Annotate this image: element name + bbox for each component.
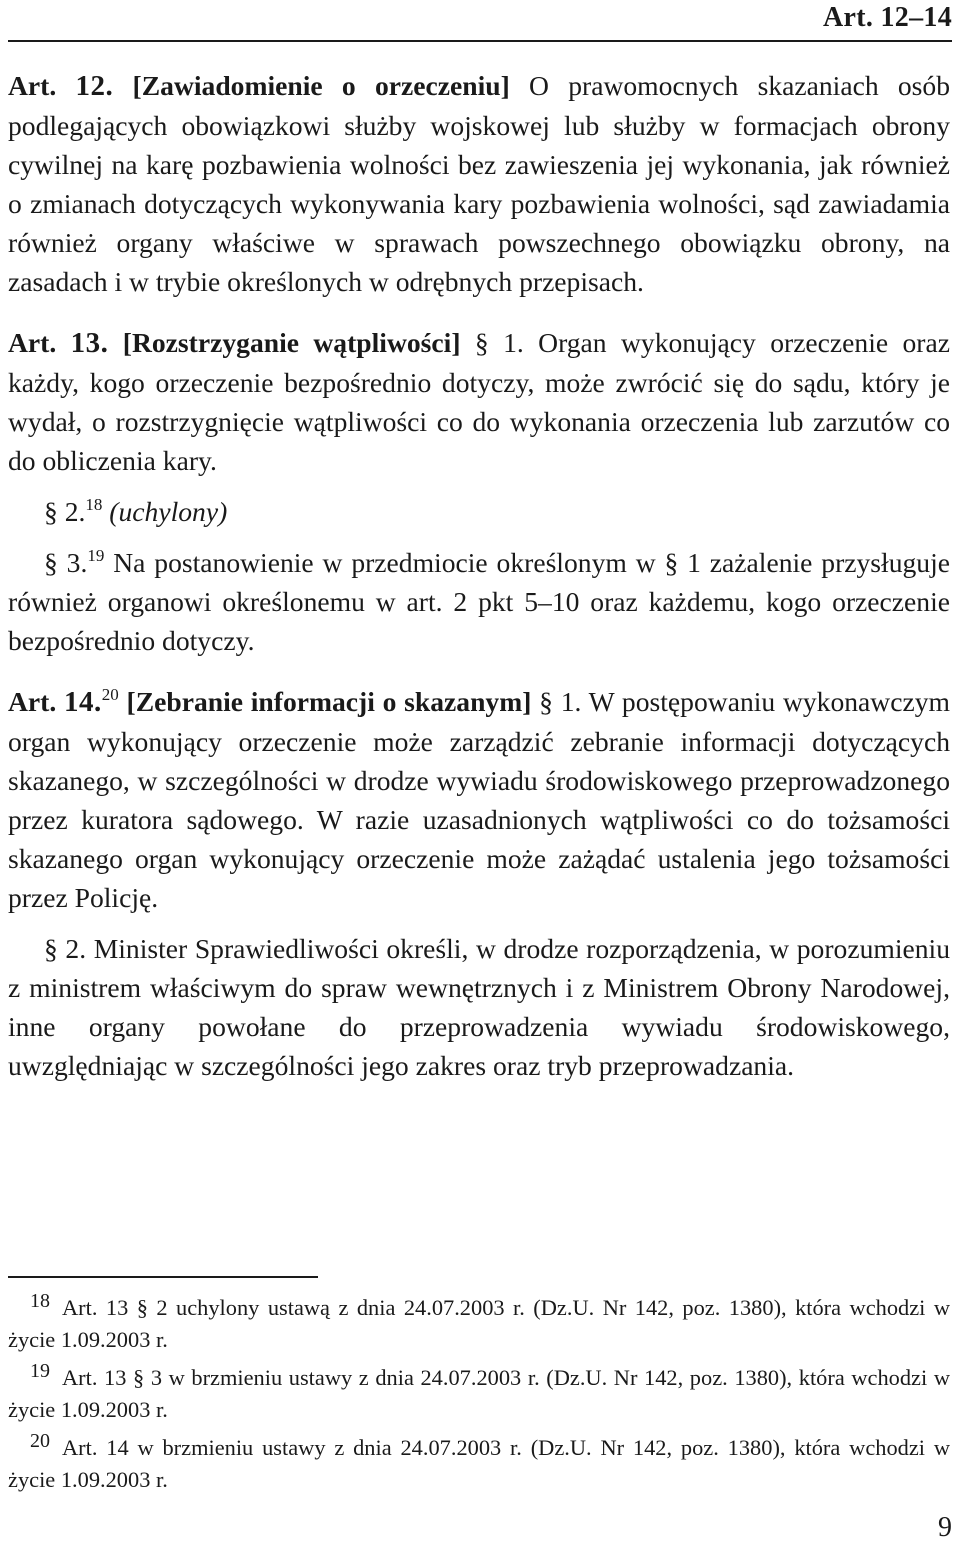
article-13-section-2 [8, 492, 950, 531]
footnote-text: Art. 14 w brzmieniu ustawy z dnia 24.07.2003 r. (Dz.U. Nr 142, poz. 1380), która wchodzi w życie 1.09.2003 r. [8, 1435, 950, 1492]
article-13-section-3-text: Na postanowienie w przedmiocie określonym w § 1 zażalenie przysługuje również organowi określonemu w art. 2 pkt 5–10 oraz każdemu, kogo orzeczenie bezpośrednio dotyczy. [8, 547, 951, 656]
article-14-number: Art. 14. [8, 686, 102, 718]
article-13-section-3 [8, 543, 950, 660]
article-12-number: Art. 12. [8, 70, 114, 102]
section-marker: § 1. [474, 327, 524, 358]
article-12 [8, 66, 950, 301]
footnote-19: 19 Art. 13 § 3 w brzmieniu ustawy z dnia 24.07.2003 r. (Dz.U. Nr 142, poz. 1380), która wchodzi w życie 1.09.2003 r. [8, 1360, 950, 1422]
section-marker: § 1. [539, 686, 582, 717]
article-14-title: [Zebranie informacji o skazanym] [126, 686, 532, 717]
section-marker: § 2. [44, 496, 86, 527]
article-12-title: [Zawiadomienie o orzeczeniu] [132, 70, 510, 101]
footnote-20: 20 Art. 14 w brzmieniu ustawy z dnia 24.07.2003 r. (Dz.U. Nr 142, poz. 1380), która wchodzi w życie 1.09.2003 r. [8, 1430, 950, 1492]
header-rule [8, 40, 952, 42]
article-14-section-1 [8, 682, 950, 917]
article-13-section-1-text: Organ wykonujący orzeczenie oraz każdy, kogo orzeczenie bezpośrednio dotyczy, może zwrócić się do sądu, który je wydał, o rozstrzygnięcie wątpliwości co do wykonania orzeczenia lub zarzutów co do obliczenia kary. [8, 327, 950, 476]
article-14-section-2-text: Minister Sprawiedliwości określi, w drodze rozporządzenia, w porozumieniu z ministrem właściwym do spraw wewnętrznych i z Ministrem Obrony Narodowej, inne organy powołane do przeprowadzenia wywiadu środowiskowego, uwzględniając w szczególności jego zakres oraz tryb przeprowadzania. [8, 933, 951, 1081]
footnote-ref-19[interactable]: 19 [87, 546, 105, 565]
article-13-section-1 [8, 323, 950, 480]
running-head: Art. 12–14 [823, 2, 952, 33]
article-13-title: [Rozstrzyganie wątpliwości] [122, 327, 461, 358]
article-14-section-2 [8, 929, 950, 1085]
footnote-rule [8, 1276, 318, 1278]
section-marker: § 2. [44, 933, 87, 964]
footnotes [8, 1292, 950, 1502]
article-13-section-2-text: (uchylony) [109, 496, 228, 527]
page-body [8, 66, 950, 1085]
section-marker: § 3. [44, 547, 88, 578]
footnote-text: Art. 13 § 3 w brzmieniu ustawy z dnia 24.07.2003 r. (Dz.U. Nr 142, poz. 1380), która wchodzi w życie 1.09.2003 r. [8, 1365, 950, 1422]
article-14-section-1-text: W postępowaniu wykonawczym organ wykonujący orzeczenie może zarządzić zebranie informacji dotyczących skazanego, w szczególności w drodze wywiadu środowiskowego przeprowadzonego przez kuratora sądowego. W razie uzasadnionych wątpliwości co do tożsamości skazanego organ wykonujący orzeczenie może zażądać ustalenia jego tożsamości przez Policję. [8, 686, 950, 913]
article-12-text: O prawomocnych skazaniach osób podlegających obowiązkowi służby wojskowej lub służby w formacjach obrony cywilnej na karę pozbawienia wolności bez zawieszenia jej wykonania, jak również o zmianach dotyczących wykonywania kary pozbawienia wolności, sąd zawiadamia również organy właściwe w sprawach powszechnego obowiązku obrony, na zasadach i w trybie określonych w odrębnych przepisach. [8, 70, 951, 297]
footnote-18: 18 Art. 13 § 2 uchylony ustawą z dnia 24.07.2003 r. (Dz.U. Nr 142, poz. 1380), która wchodzi w życie 1.09.2003 r. [8, 1290, 950, 1352]
article-13-number: Art. 13. [8, 327, 109, 359]
page-number: 9 [938, 1512, 952, 1543]
footnote-ref-18[interactable]: 18 [85, 495, 103, 514]
footnote-ref-20[interactable]: 20 [101, 685, 119, 704]
footnote-text: Art. 13 § 2 uchylony ustawą z dnia 24.07.2003 r. (Dz.U. Nr 142, poz. 1380), która wchodzi w życie 1.09.2003 r. [8, 1295, 950, 1352]
